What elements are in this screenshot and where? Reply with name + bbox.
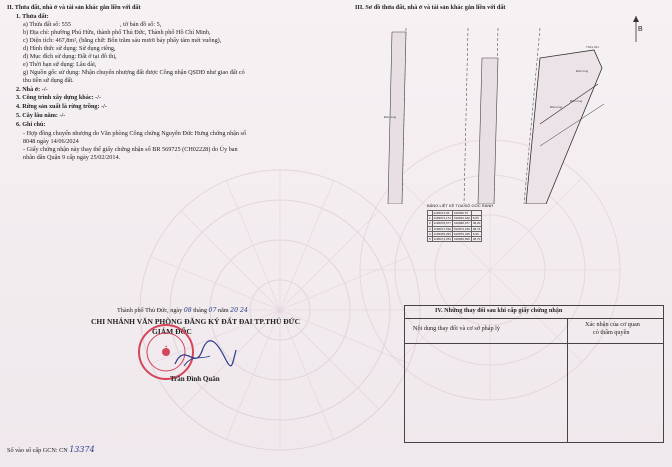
note-transfer: - Hợp đồng chuyển nhượng do Văn phòng Công chứng Nguyễn Đức Hưng chứng nhận số: [23, 130, 247, 137]
cert-number-label: Số vào sổ cấp GCN: CN: [7, 447, 68, 454]
coord-cell: 2: [429, 221, 431, 226]
coord-cell: 6,90: [471, 231, 482, 236]
signer-name: Trần Đình Quân: [170, 375, 220, 383]
coord-cell: 3: [429, 226, 431, 231]
svg-text:✶: ✶: [164, 344, 168, 349]
coord-cell: 610839,826: [453, 237, 470, 242]
coord-cell: 5: [429, 237, 431, 242]
parcel-diagram: [380, 28, 636, 204]
coord-cell: 1: [429, 216, 431, 221]
coord-cell: 1195079,577: [433, 221, 451, 226]
address: b) Địa chỉ: phường Phú Hữu, thành phố Thủ Đức, Thành phố Hồ Chí Minh,: [23, 29, 211, 36]
coord-cell: 1195074,172: [433, 216, 451, 221]
coord-cell: 610836,977: [453, 221, 470, 226]
land-label: 1. Thửa đất:: [16, 13, 49, 20]
date-month: 07: [208, 307, 217, 314]
coord-cell: 1195065,291: [433, 231, 451, 236]
date-prefix: Thành phố Thủ Đức, ngày: [117, 307, 183, 314]
changes-title: IV. Những thay đổi sau khi cấp giấy chứng nhận: [435, 307, 563, 314]
coord-cell: 610879,325: [453, 231, 470, 236]
svg-text:Thửa 541: Thửa 541: [586, 45, 600, 49]
coord-cell: 610836.57: [452, 211, 471, 216]
coord-cell: 4: [429, 231, 431, 236]
date-month-label: tháng: [193, 307, 207, 314]
use-form: d) Hình thức sử dụng: Sử dụng riêng,: [23, 45, 116, 52]
area: c) Diện tích: 467,8m², (bằng chữ: Bốn trăm sáu mươi bảy phẩy tám mét vuông),: [23, 37, 222, 44]
svg-text:Đất nông: Đất nông: [384, 115, 397, 119]
note-replacement-cont: nhân dân Quận 9 cấp ngày 25/02/2014.: [23, 154, 121, 161]
map-sheet: , tờ bản đồ số: 5,: [120, 21, 162, 28]
coord-row: [428, 216, 482, 221]
coord-cell: 38,20: [472, 221, 481, 226]
perennial-line: 5. Cây lâu năm: -/-: [16, 112, 66, 119]
changes-col-confirm: Xác nhận của cơ quan: [585, 321, 640, 328]
changes-table-header: [405, 306, 663, 319]
coord-cell: 610834,640: [453, 216, 470, 221]
date-line: [117, 308, 248, 315]
coord-row: [428, 226, 482, 231]
coord-row: [428, 221, 482, 226]
use-origin-cont: thu tiền sử dụng đất.: [23, 77, 74, 84]
section-title-land: II. Thửa đất, nhà ở và tài sản khác gắn liền với đất: [7, 4, 141, 11]
coord-row: [428, 231, 482, 236]
cert-number-value: 13374: [69, 445, 95, 454]
changes-table: [404, 305, 664, 443]
note-transfer-cont: 8048 ngày 14/06/2024: [23, 138, 79, 145]
changes-col-content: Nội dung thay đổi và cơ sở pháp lý: [413, 325, 500, 332]
notes-label: 6. Ghi chú:: [16, 121, 46, 128]
director-title: GIÁM ĐỐC: [152, 327, 192, 336]
house-line: 2. Nhà ở: -/-: [16, 86, 48, 93]
coord-table-grid: [427, 210, 482, 242]
changes-column-divider: [567, 318, 568, 442]
use-origin: g) Nguồn gốc sử dụng: Nhận chuyển nhượng đất được Công nhận QSDĐ như giao đất có: [23, 69, 245, 76]
date-day: 08: [183, 307, 192, 314]
date-year-label: năm: [217, 307, 229, 314]
coord-cell: 610874,196: [453, 226, 470, 231]
coord-table: [427, 210, 491, 260]
coord-cell: 1195071,253: [433, 237, 451, 242]
svg-text:Đất nông: Đất nông: [570, 99, 583, 103]
coord-cell: 6,00: [471, 216, 482, 221]
svg-text:Đất nông: Đất nông: [550, 105, 563, 109]
section-title-diagram: III. Sơ đồ thửa đất, nhà ở và tài sản khác gắn liền với đất: [355, 4, 506, 11]
coord-cell: 1195071,516: [433, 226, 451, 231]
use-term: e) Thời hạn sử dụng: Lâu dài,: [23, 61, 97, 68]
changes-header-divider: [405, 343, 663, 344]
cert-number: [7, 446, 95, 455]
issuing-office: CHI NHÁNH VĂN PHÒNG ĐĂNG KÝ ĐẤT ĐAI TP.THỦ ĐỨC: [91, 317, 301, 326]
note-replacement: - Giấy chứng nhận này thay thế giấy chứng nhận số BR 569725 (CH02228) do Ủy ban: [23, 146, 238, 153]
coord-cell: 38,74: [472, 226, 481, 231]
handwritten-signature: [170, 336, 240, 374]
use-purpose: đ) Mục đích sử dụng: Đất ở tại đô thị,: [23, 53, 117, 60]
forest-line: 4. Rừng sản xuất là rừng trồng: -/-: [16, 103, 107, 110]
date-year: 20 24: [230, 307, 248, 314]
coord-cell: 38,70: [472, 237, 481, 242]
coord-row: [428, 236, 482, 241]
coord-table-title: BẢNG LIỆT KÊ TỌA ĐỘ GÓC RANH: [427, 203, 494, 208]
north-label: B: [638, 26, 643, 33]
coord-cell: 1195074.06: [432, 211, 452, 216]
parcel-number: a) Thửa đất số: 555: [23, 21, 71, 28]
changes-col-confirm-cont: có thẩm quyền: [593, 329, 630, 336]
svg-text:Đất nông: Đất nông: [576, 69, 589, 73]
construction-line: 3. Công trình xây dựng khác: -/-: [16, 94, 102, 101]
